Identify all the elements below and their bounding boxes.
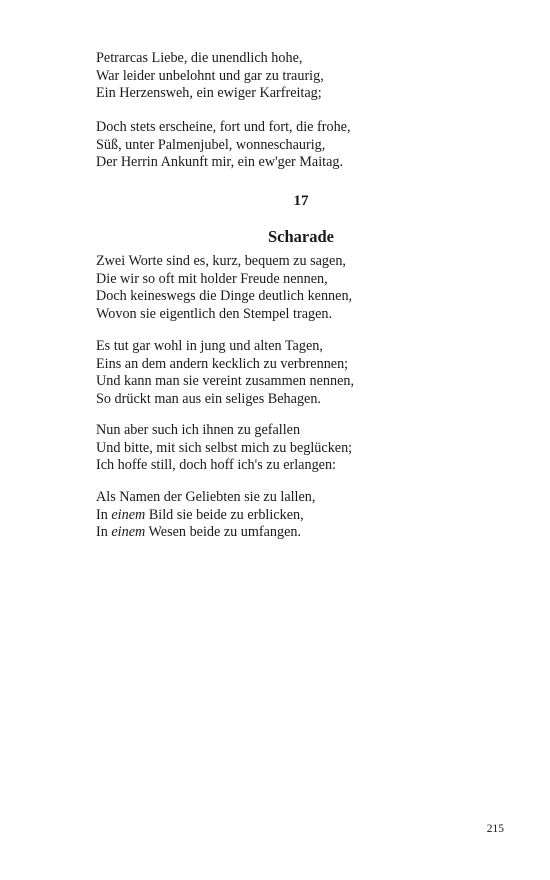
poem-line: Ein Herzensweh, ein ewiger Karfreitag; xyxy=(96,85,322,101)
poem-line xyxy=(96,524,496,542)
poem-line: Es tut gar wohl in jung und alten Tagen, xyxy=(96,338,323,354)
poem-line: Doch keineswegs die Dinge deutlich kennen, xyxy=(96,288,353,304)
poem-line: Nun aber such ich ihnen zu gefallen xyxy=(96,422,301,438)
poem-line: Wovon sie eigentlich den Stempel tragen. xyxy=(96,305,333,322)
poem-stanza-2 xyxy=(96,338,496,408)
emphasis: einem xyxy=(111,506,146,523)
poem-line: Ich hoffe still, doch hoff ich's zu erlangen: xyxy=(96,457,336,473)
poem-number: 17 xyxy=(293,193,309,209)
poem-line: Eins an dem andern kecklich zu verbrennen; xyxy=(96,355,349,372)
poem-stanza-1 xyxy=(96,253,496,323)
line-suffix: Bild sie beide zu erblicken, xyxy=(145,506,304,523)
poem-line: Und bitte, mit sich selbst mich zu beglücken; xyxy=(96,439,353,456)
line-prefix: In xyxy=(96,506,112,523)
poem-line: Der Herrin Ankunft mir, ein ew'ger Maitag. xyxy=(96,154,344,170)
poem-line: Doch stets erscheine, fort und fort, die frohe, xyxy=(96,119,351,135)
line-prefix: In xyxy=(96,524,112,540)
poem-stanza-4 xyxy=(96,489,496,542)
poem-line xyxy=(96,507,496,525)
poem-line: War leider unbelohnt und gar zu traurig, xyxy=(96,67,324,84)
prev-poem-stanza-1 xyxy=(96,50,496,103)
prev-poem-stanza-2 xyxy=(96,119,496,172)
line-suffix: Wesen beide zu umfangen. xyxy=(145,524,302,540)
poem-title: Scharade xyxy=(268,227,334,246)
page-number: 215 xyxy=(486,823,504,835)
poem-line: Zwei Worte sind es, kurz, bequem zu sagen, xyxy=(96,253,346,269)
poem-line: Süß, unter Palmenjubel, wonneschaurig, xyxy=(96,136,326,153)
poem-line: Petrarcas Liebe, die unendlich hohe, xyxy=(96,50,303,66)
poem-line: Die wir so oft mit holder Freude nennen, xyxy=(96,270,328,287)
poem-line: Als Namen der Geliebten sie zu lallen, xyxy=(96,489,316,505)
poem-line: So drückt man aus ein seliges Behagen. xyxy=(96,390,321,407)
poem-stanza-3 xyxy=(96,422,496,475)
poem-line: Und kann man sie vereint zusammen nennen, xyxy=(96,373,355,389)
emphasis: einem xyxy=(111,524,146,540)
